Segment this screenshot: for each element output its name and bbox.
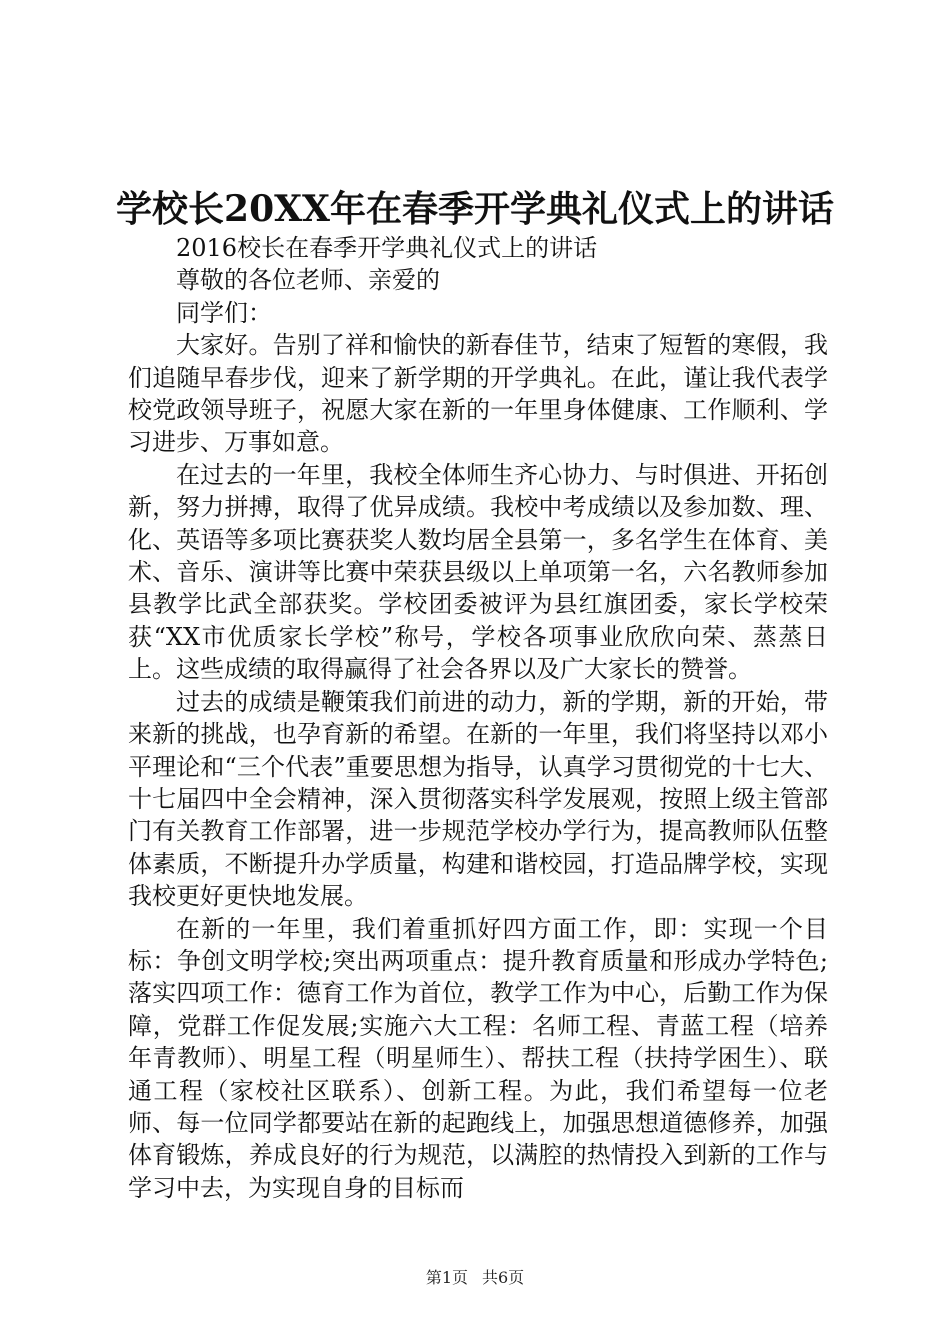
page-footer [0, 1268, 950, 1288]
document-body [128, 232, 828, 1204]
page-number: 第1页 [425, 1268, 468, 1287]
salutation-line-1: 尊敬的各位老师、亲爱的 [176, 266, 440, 295]
page-total: 共6页 [482, 1268, 525, 1287]
paragraph-work-plan: 在新的一年里，我们着重抓好四方面工作，即：实现一个目标：争创文明学校;突出两项重点：提升教育质量和形成办学特色;落实四项工作：德育工作为首位，教学工作为中心，后勤工作为保障，党群工作促发展;实施六大工程：名师工程、青蓝工程（培养年青教师）、明星工程（明星师生）、帮扶工程（扶持学困生）、联通工程（家校社区联系）、创新工程。为此，我们希望每一位老师、每一位同学都要站在新的起跑线上，加强思想道德修养，加强体育锻炼，养成良好的行为规范，以满腔的热情投入到新的工作与学习中去，为实现自身的目标而 [128, 914, 828, 1202]
paragraph-achievements: 在过去的一年里，我校全体师生齐心协力、与时俱进、开拓创新，努力拼搏，取得了优异成绩。我校中考成绩以及参加数、理、化、英语等多项比赛获奖人数均居全县第一，多名学生在体育、美术、音乐、演讲等比赛中荣获县级以上单项第一名，六名教师参加县教学比武全部获奖。学校团委被评为县红旗团委，家长学校荣获“XX市优质家长学校”称号，学校各项事业欣欣向荣、蒸蒸日上。这些成绩的取得赢得了社会各界以及广大家长的赞誉。 [128, 460, 828, 684]
paragraph-new-semester: 过去的成绩是鞭策我们前进的动力，新的学期，新的开始，带来新的挑战，也孕育新的希望。在新的一年里，我们将坚持以邓小平理论和“三个代表”重要思想为指导，认真学习贯彻党的十七大、十七届四中全会精神，深入贯彻落实科学发展观，按照上级主管部门有关教育工作部署，进一步规范学校办学行为，提高教师队伍整体素质，不断提升办学质量，构建和谐校园，打造品牌学校，实现我校更好更快地发展。 [128, 687, 828, 911]
subtitle-line: 2016校长在春季开学典礼仪式上的讲话 [176, 234, 598, 262]
document-title: 学校长20XX年在春季开学典礼仪式上的讲话 [116, 188, 834, 230]
salutation-line-2: 同学们： [176, 298, 272, 327]
paragraph-greeting: 大家好。告别了祥和愉快的新春佳节，结束了短暂的寒假，我们追随早春步伐，迎来了新学期的开学典礼。在此，谨让我代表学校党政领导班子，祝愿大家在新的一年里身体健康、工作顺利、学习进步、万事如意。 [128, 331, 828, 457]
